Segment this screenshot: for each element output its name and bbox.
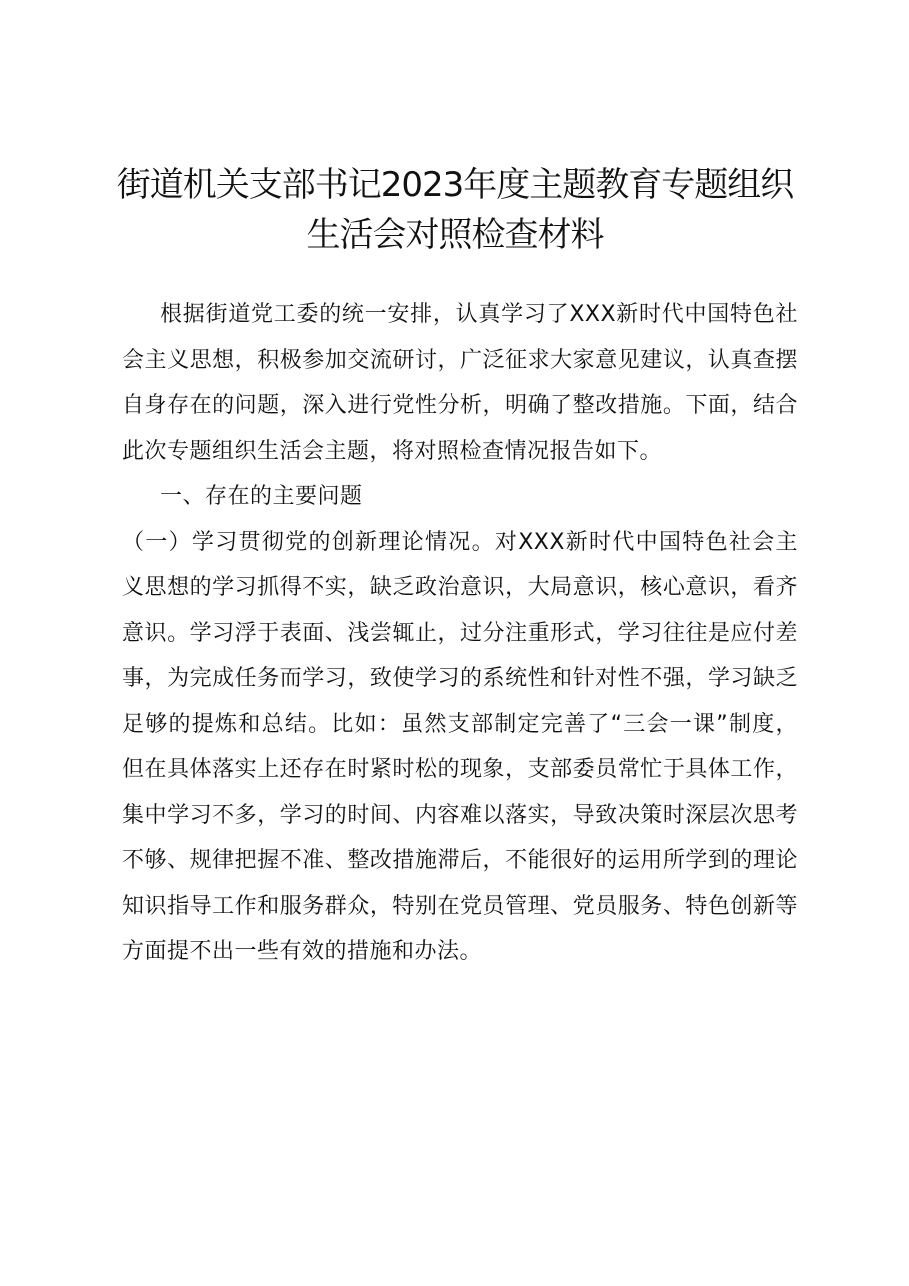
subsection-paragraph: （一）学习贯彻党的创新理论情况。对XXX新时代中国特色社会主义思想的学习抓得不实，缺乏政治意识，大局意识，核心意识，看齐意识。学习浮于表面、浅尝辄止，过分注重形式，学习往往是应付差事，为完成任务而学习，致使学习的系统性和针对性不强，学习缺乏足够的提炼和总结。比如：虽然支部制定完善了“三会一课”制度，但在具体落实上还存在时紧时松的现象，支部委员常忙于具体工作，集中学习不多，学习的时间、内容难以落实，导致决策时深层次思考不够、规律把握不准、整改措施滞后，不能很好的运用所学到的理论知识指导工作和服务群众，特别在党员管理、党员服务、特色创新等方面提不出一些有效的措施和办法。	[122, 529, 798, 964]
intro-paragraph: 根据街道党工委的统一安排，认真学习了XXX新时代中国特色社会主义思想，积极参加交流研讨，广泛征求大家意见建议，认真查摆自身存在的问题，深入进行党性分析，明确了整改措施。下面，结合此次专题组织生活会主题，将对照检查情况报告如下。	[122, 302, 798, 464]
document-title: 街道机关支部书记2023年度主题教育专题组织生活会对照检查材料	[116, 165, 794, 255]
document-body	[122, 292, 798, 975]
section-heading: 一、存在的主要问题	[160, 484, 363, 509]
